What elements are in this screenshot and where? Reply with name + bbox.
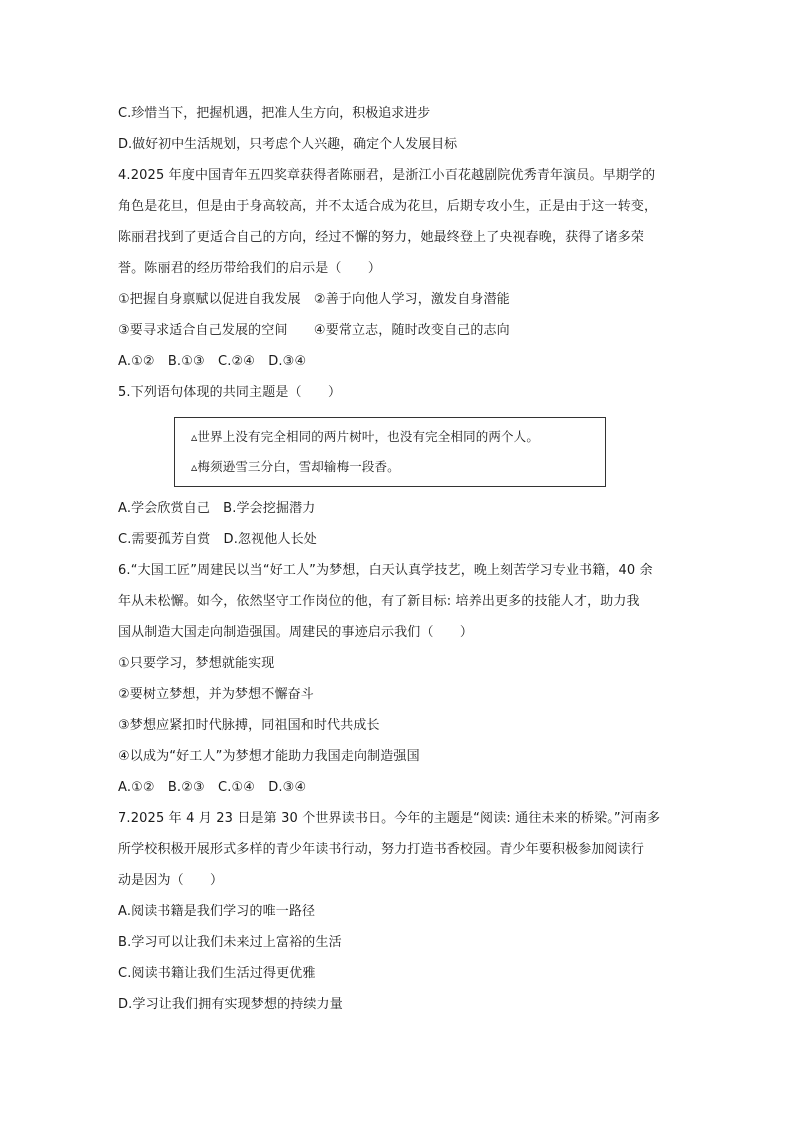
question-7 [118, 803, 678, 1020]
q5-options-ab: A.学会欣赏自己 B.学会挖掘潜力 [118, 501, 316, 516]
q4-stem-line: 角色是花旦，但是由于身高较高，并不太适合成为花旦，后期专攻小生，正是由于这一转变， [118, 199, 658, 214]
q6-options: A.①② B.②③ C.①④ D.③④ [118, 780, 307, 795]
question-5 [118, 377, 678, 555]
q3-option-c: C.珍惜当下，把握机遇，把准人生方向，积极追求进步 [118, 106, 431, 121]
q7-stem-line: 动是因为（ ） [118, 873, 224, 888]
q5-stem: 5.下列语句体现的共同主题是（ ） [118, 385, 342, 400]
question-6 [118, 555, 678, 803]
q4-stem-line: 4.2025 年度中国青年五四奖章获得者陈丽君，是浙江小百花越剧院优秀青年演员。早期学的 [118, 168, 656, 183]
q7-option-c: C.阅读书籍让我们生活过得更优雅 [118, 966, 316, 981]
q7-stem-line: 所学校积极开展形式多样的青少年读书行动，努力打造书香校园。青少年要积极参加阅读行 [118, 842, 645, 857]
q4-items-row2: ③要寻求适合自己发展的空间 ④要常立志，随时改变自己的志向 [118, 323, 510, 338]
q6-stem-line: 6.“大国工匠”周建民以当“好工人”为梦想，白天认真学技艺，晚上刻苦学习专业书籍，40 余 [118, 563, 653, 578]
q7-option-d: D.学习让我们拥有实现梦想的持续力量 [118, 997, 343, 1012]
q7-stem-line: 7.2025 年 4 月 23 日是第 30 个世界读书日。今年的主题是“阅读: 通往未来的桥梁。”河南多 [118, 811, 661, 826]
q4-items-row1: ①把握自身禀赋以促进自我发展 ②善于向他人学习，激发自身潜能 [118, 292, 510, 307]
q4-stem-line: 陈丽君找到了更适合自己的方向，经过不懈的努力，她最终登上了央视春晚，获得了诸多荣 [118, 230, 645, 245]
q7-option-a: A.阅读书籍是我们学习的唯一路径 [118, 904, 316, 919]
q5-quote-1: ▵世界上没有完全相同的两片树叶，也没有完全相同的两个人。 [191, 429, 539, 444]
question-4 [118, 160, 678, 377]
exam-page [118, 98, 678, 1020]
q6-stem-line: 国从制造大国走向制造强国。周建民的事迹启示我们（ ） [118, 625, 474, 640]
q6-item-4: ④以成为“好工人”为梦想才能助力我国走向制造强国 [118, 749, 420, 764]
q6-item-1: ①只要学习，梦想就能实现 [118, 656, 275, 671]
q7-option-b: B.学习可以让我们未来过上富裕的生活 [118, 935, 342, 950]
q5-quote-2: ▵梅须逊雪三分白，雪却输梅一段香。 [191, 459, 400, 474]
q6-item-2: ②要树立梦想，并为梦想不懈奋斗 [118, 687, 314, 702]
q5-options-cd: C.需要孤芳自赏 D.忽视他人长处 [118, 532, 317, 547]
q4-options: A.①② B.①③ C.②④ D.③④ [118, 354, 307, 369]
q4-stem-line: 誉。陈丽君的经历带给我们的启示是（ ） [118, 261, 382, 276]
q3-option-d: D.做好初中生活规划，只考虑个人兴趣，确定个人发展目标 [118, 137, 458, 152]
q6-item-3: ③梦想应紧扣时代脉搏，同祖国和时代共成长 [118, 718, 380, 733]
q6-stem-line: 年从未松懈。如今，依然坚守工作岗位的他，有了新目标: 培养出更多的技能人才，助力我 [118, 594, 640, 609]
q5-quote-box [174, 417, 606, 487]
